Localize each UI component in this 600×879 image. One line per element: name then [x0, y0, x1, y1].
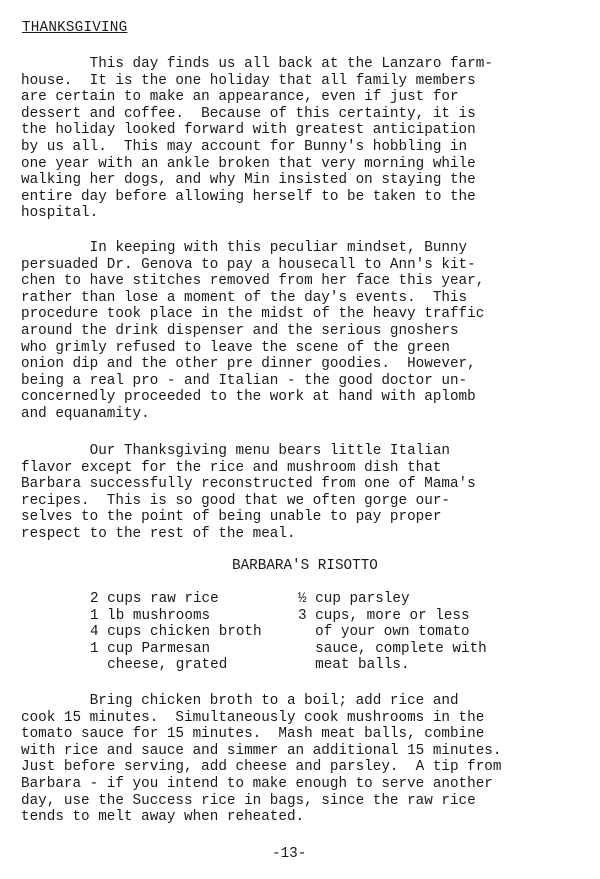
ingredient-line: cheese, grated: [90, 657, 228, 674]
text-line: Barbara successfully reconstructed from one of Mama's: [21, 476, 476, 493]
text-line: tomato sauce for 15 minutes. Mash meat balls, combine: [21, 726, 485, 743]
ingredient-line: 1 cup Parmesan: [90, 640, 211, 657]
ingredient-line: 4 cups chicken broth: [90, 624, 262, 641]
text-line: being a real pro - and Italian - the good doctor un-: [21, 372, 468, 389]
ingredient-line: ½ cup parsley: [298, 591, 410, 607]
text-line: This day finds us all back at the Lanzaro farm-: [21, 56, 493, 72]
text-line: Bring chicken broth to a boil; add rice and: [21, 693, 459, 709]
text-line: who grimly refused to leave the scene of the green: [21, 339, 450, 356]
text-line: cook 15 minutes. Simultaneously cook mushrooms in the: [21, 709, 485, 726]
paragraph-menu: [21, 443, 476, 543]
text-line: house. It is the one holiday that all family members: [21, 72, 476, 89]
text-line: by us all. This may account for Bunny's hobbling in: [21, 138, 468, 155]
text-line: and equanamity.: [21, 405, 150, 422]
text-line: onion dip and the other pre dinner goodies. However,: [21, 356, 476, 373]
text-line: dessert and coffee. Because of this certainty, it is: [21, 105, 476, 122]
text-line: flavor except for the rice and mushroom dish that: [21, 459, 442, 476]
ingredients-left-column: [90, 591, 262, 674]
paragraph-farmhouse: [21, 56, 493, 222]
text-line: selves to the point of being unable to pay proper: [21, 509, 442, 526]
paragraph-directions: [21, 693, 501, 826]
ingredient-line: of your own tomato: [298, 624, 470, 641]
text-line: recipes. This is so good that we often gorge our-: [21, 492, 450, 509]
ingredient-line: sauce, complete with: [298, 640, 487, 657]
text-line: Barbara - if you intend to make enough to serve another: [21, 775, 493, 792]
text-line: walking her dogs, and why Min insisted on staying the: [21, 172, 476, 189]
text-line: tends to melt away when reheated.: [21, 809, 305, 826]
recipe-title: BARBARA'S RISOTTO: [232, 558, 378, 574]
text-line: entire day before allowing herself to be taken to the: [21, 188, 476, 205]
text-line: with rice and sauce and simmer an additional 15 minutes.: [21, 742, 502, 759]
text-line: Just before serving, add cheese and parsley. A tip from: [21, 759, 502, 776]
text-line: the holiday looked forward with greatest anticipation: [21, 122, 476, 139]
text-line: day, use the Success rice in bags, since the raw rice: [21, 792, 476, 809]
ingredient-line: 2 cups raw rice: [90, 591, 219, 607]
text-line: hospital.: [21, 205, 99, 222]
text-line: procedure took place in the midst of the heavy traffic: [21, 306, 485, 323]
text-line: chen to have stitches removed from her face this year,: [21, 273, 485, 290]
paragraph-housecall: [21, 240, 484, 423]
text-line: are certain to make an appearance, even if just for: [21, 89, 459, 106]
ingredient-line: 1 lb mushrooms: [90, 607, 211, 624]
text-line: Our Thanksgiving menu bears little Italian: [21, 443, 450, 459]
text-line: respect to the rest of the meal.: [21, 525, 296, 542]
text-line: persuaded Dr. Genova to pay a housecall to Ann's kit-: [21, 256, 476, 273]
ingredient-line: meat balls.: [298, 657, 410, 674]
text-line: rather than lose a moment of the day's events. This: [21, 289, 468, 306]
ingredient-line: 3 cups, more or less: [298, 607, 470, 624]
text-line: around the drink dispenser and the serious gnoshers: [21, 322, 459, 339]
section-heading: THANKSGIVING: [22, 20, 128, 36]
text-line: In keeping with this peculiar mindset, Bunny: [21, 240, 468, 256]
text-line: one year with an ankle broken that very morning while: [21, 155, 476, 172]
text-line: concernedly proceeded to the work at hand with aplomb: [21, 389, 476, 406]
ingredients-right-column: [298, 591, 487, 674]
page-number: -13-: [272, 846, 307, 862]
